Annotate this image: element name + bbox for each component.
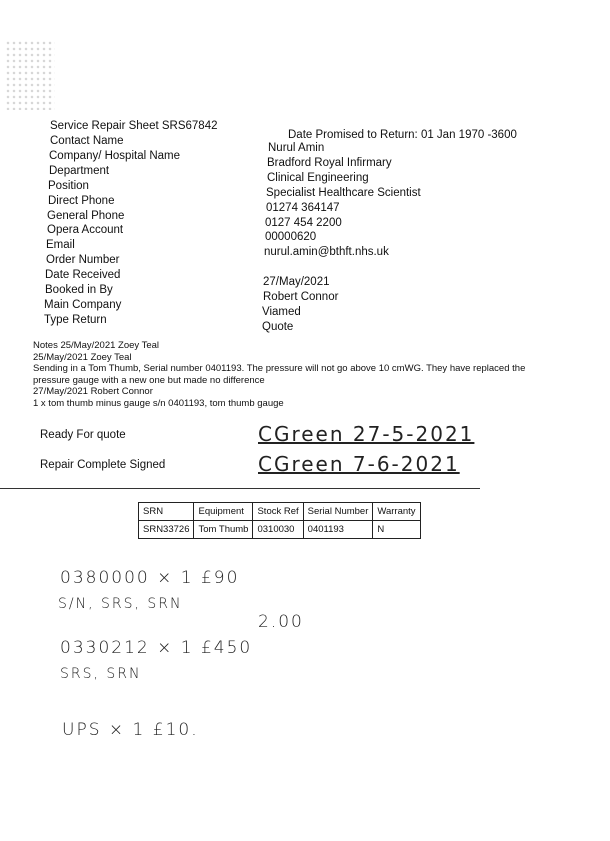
field-label: Type Return <box>44 313 107 326</box>
field-label: Opera Account <box>47 224 124 237</box>
field-value: Viamed <box>262 305 301 318</box>
header-serial: Serial Number <box>303 503 373 521</box>
field-value: Nurul Amin <box>268 142 325 154</box>
scan-speckle <box>5 40 55 110</box>
cell-equipment: Tom Thumb <box>194 521 253 539</box>
field-label: Contact Name <box>50 135 124 147</box>
handwritten-line-4: SRS, SRN <box>60 666 142 682</box>
note-line: 25/May/2021 Zoey Teal <box>33 351 132 363</box>
field-value: Robert Connor <box>263 291 339 303</box>
ready-signature: CGreen 27-5-2021 <box>258 422 475 446</box>
ready-label: Ready For quote <box>40 429 126 441</box>
note-line: Sending in a Tom Thumb, Serial number 0401193. The pressure will not go above 10 cmWG. They have replaced the <box>33 363 526 374</box>
field-value: Clinical Engineering <box>267 171 369 184</box>
field-value: Bradford Royal Infirmary <box>267 156 392 169</box>
note-line: 27/May/2021 Robert Connor <box>33 386 153 397</box>
header-warranty: Warranty <box>373 503 420 521</box>
field-label: Department <box>49 164 110 177</box>
field-label: Booked in By <box>45 284 113 296</box>
divider <box>0 488 480 489</box>
table-row <box>139 521 421 539</box>
header-equipment: Equipment <box>194 503 253 521</box>
cell-serial: 0401193 <box>303 521 373 539</box>
field-label: Email <box>46 239 75 252</box>
cell-warranty: N <box>373 521 420 539</box>
field-label: General Phone <box>47 209 125 222</box>
cell-stock-ref: 0310030 <box>253 521 303 539</box>
field-label: Main Company <box>44 298 122 311</box>
handwritten-correction: 2.00 <box>258 612 304 632</box>
note-line: 1 x tom thumb minus gauge s/n 0401193, tom thumb gauge <box>33 397 284 409</box>
date-promised: Date Promised to Return: 01 Jan 1970 -3600 <box>288 129 517 141</box>
field-label: Position <box>48 179 89 192</box>
table-header-row <box>139 503 421 521</box>
field-value: 27/May/2021 <box>263 276 330 289</box>
field-value: 00000620 <box>265 231 317 244</box>
handwritten-line-2: S/N, SRS, SRN <box>58 596 183 612</box>
sheet-title: Service Repair Sheet SRS67842 <box>50 120 218 132</box>
field-label: Direct Phone <box>48 194 115 207</box>
header-srn: SRN <box>139 503 194 521</box>
handwritten-line-1: 0380000 × 1 £90 <box>60 568 240 588</box>
complete-signature: CGreen 7-6-2021 <box>258 452 460 476</box>
handwritten-line-3: 0330212 × 1 £450 <box>60 638 253 658</box>
handwritten-line-5: UPS × 1 £10. <box>62 720 199 740</box>
field-value: 01274 364147 <box>266 201 340 214</box>
field-value: 0127 454 2200 <box>265 216 342 229</box>
cell-srn: SRN33726 <box>139 521 194 539</box>
field-label: Order Number <box>46 254 120 267</box>
field-value: Quote <box>262 320 294 333</box>
field-label: Date Received <box>45 269 121 282</box>
header-stock-ref: Stock Ref <box>253 503 303 521</box>
field-value: Specialist Healthcare Scientist <box>266 186 421 199</box>
field-label: Company/ Hospital Name <box>49 149 181 162</box>
complete-label: Repair Complete Signed <box>40 459 166 471</box>
note-line: pressure gauge with a new one but made no difference <box>33 374 265 386</box>
equipment-table <box>138 502 421 539</box>
note-line: Notes 25/May/2021 Zoey Teal <box>33 340 160 351</box>
field-value: nurul.amin@bthft.nhs.uk <box>264 246 389 259</box>
